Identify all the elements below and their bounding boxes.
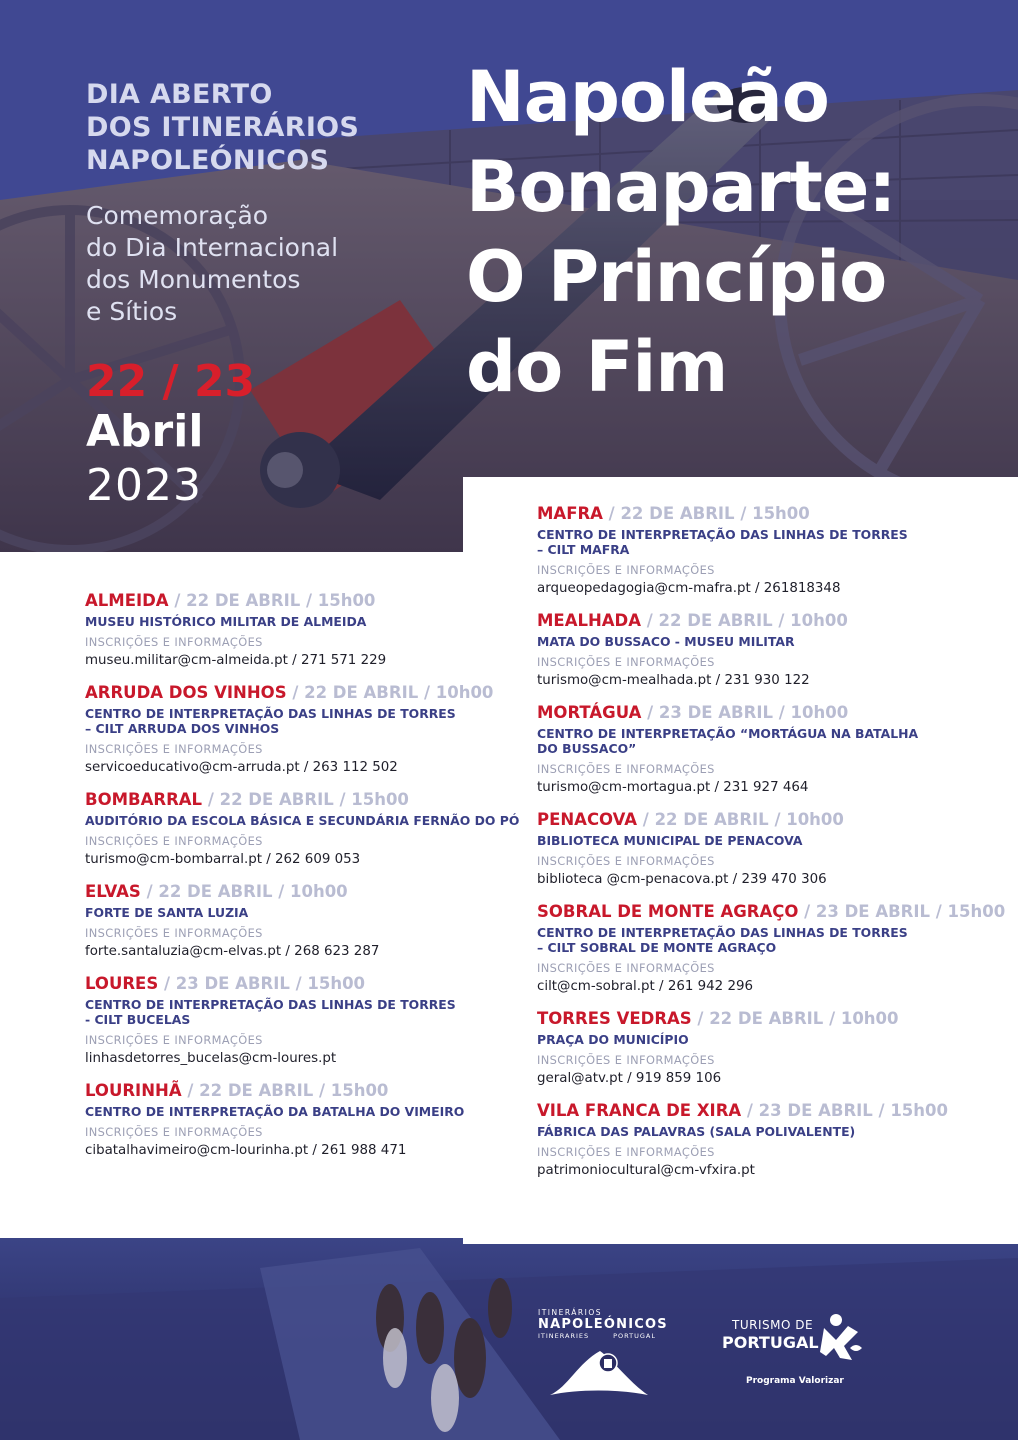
event-info-label: INSCRIÇÕES E INFORMAÇÕES xyxy=(537,655,715,669)
commemoration-line: do Dia Internacional xyxy=(86,233,339,262)
event-contact: cilt@cm-sobral.pt / 261 942 296 xyxy=(537,979,754,994)
venue-line: DO BUSSACO” xyxy=(537,741,637,756)
event-city: BOMBARRAL xyxy=(85,790,203,809)
event-item xyxy=(85,591,525,669)
event-item xyxy=(537,1009,977,1087)
event-heading xyxy=(537,611,977,631)
program-label: Programa Valorizar xyxy=(746,1376,844,1386)
venue-line: CENTRO DE INTERPRETAÇÃO DAS LINHAS DE TORRES xyxy=(85,997,456,1012)
event-contact: turismo@cm-mealhada.pt / 231 930 122 xyxy=(537,673,810,688)
event-city: TORRES VEDRAS xyxy=(537,1009,692,1028)
event-venue xyxy=(537,634,977,649)
event-date: / 22 DE ABRIL / 15h00 xyxy=(202,790,409,809)
turismo-portugal-logo-icon xyxy=(818,1312,868,1364)
event-heading xyxy=(537,703,977,723)
hero-banner xyxy=(0,0,1018,560)
event-month: Abril xyxy=(86,406,204,457)
event-year: 2023 xyxy=(86,460,202,511)
venue-line: FÁBRICA DAS PALAVRAS (SALA POLIVALENTE) xyxy=(537,1124,856,1139)
event-contact: linhasdetorres_bucelas@cm-loures.pt xyxy=(85,1051,337,1066)
venue-line: BIBLIOTECA MUNICIPAL DE PENACOVA xyxy=(537,833,803,848)
venue-line: FORTE DE SANTA LUZIA xyxy=(85,905,249,920)
event-city: MAFRA xyxy=(537,504,603,523)
event-contact: turismo@cm-mortagua.pt / 231 927 464 xyxy=(537,780,809,795)
event-heading xyxy=(85,591,525,611)
event-contact: museu.militar@cm-almeida.pt / 271 571 229 xyxy=(85,653,387,668)
venue-line: CENTRO DE INTERPRETAÇÃO DAS LINHAS DE TORRES xyxy=(537,925,908,940)
event-venue xyxy=(537,527,977,557)
venue-line: MATA DO BUSSACO - MUSEU MILITAR xyxy=(537,634,795,649)
event-contact: turismo@cm-bombarral.pt / 262 609 053 xyxy=(85,852,361,867)
event-venue xyxy=(85,997,525,1027)
event-info-label: INSCRIÇÕES E INFORMAÇÕES xyxy=(85,926,263,940)
subtitle-line: DOS ITINERÁRIOS xyxy=(86,112,360,143)
event-date: / 23 DE ABRIL / 10h00 xyxy=(641,703,849,722)
napo-logo-sub-right: PORTUGAL xyxy=(613,1332,656,1340)
event-item xyxy=(85,974,525,1067)
napo-logo-small-text: ITINERÁRIOS xyxy=(538,1308,602,1317)
venue-line: – CILT ARRUDA DOS VINHOS xyxy=(85,721,280,736)
event-city: LOURINHÃ xyxy=(85,1081,182,1100)
event-date: / 22 DE ABRIL / 15h00 xyxy=(181,1081,389,1100)
event-contact: forte.santaluzia@cm-elvas.pt / 268 623 287 xyxy=(85,944,380,959)
event-city: PENACOVA xyxy=(537,810,638,829)
commemoration-line: e Sítios xyxy=(86,297,178,326)
subtitle-line: NAPOLEÓNICOS xyxy=(86,145,330,176)
event-venue xyxy=(85,614,525,629)
event-venue xyxy=(537,726,977,756)
napoleon-hat-logo-icon xyxy=(538,1343,656,1399)
tp-logo-line2: PORTUGAL xyxy=(722,1333,819,1352)
event-dates: 22 / 23 xyxy=(86,356,256,407)
event-info-label: INSCRIÇÕES E INFORMAÇÕES xyxy=(537,563,715,577)
events-list-left xyxy=(85,591,525,1173)
event-date: / 23 DE ABRIL / 15h00 xyxy=(158,974,366,993)
itinerarios-napoleonicos-logo xyxy=(538,1308,668,1399)
event-venue xyxy=(85,1104,525,1119)
event-info-label: INSCRIÇÕES E INFORMAÇÕES xyxy=(85,742,263,756)
venue-line: – CILT SOBRAL DE MONTE AGRAÇO xyxy=(537,940,777,955)
event-item xyxy=(537,1101,977,1179)
event-heading xyxy=(537,902,1006,922)
events-list-right xyxy=(537,504,1006,1193)
event-date: / 23 DE ABRIL / 15h00 xyxy=(741,1101,948,1120)
event-contact: arqueopedagogia@cm-mafra.pt / 261818348 xyxy=(537,581,841,596)
main-title xyxy=(466,52,895,412)
event-heading xyxy=(537,810,977,830)
event-item xyxy=(85,882,525,960)
event-venue xyxy=(85,905,525,920)
event-date: / 23 DE ABRIL / 15h00 xyxy=(798,902,1006,921)
event-city: ALMEIDA xyxy=(85,591,169,610)
venue-line: PRAÇA DO MUNICÍPIO xyxy=(537,1032,689,1047)
title-line: Bonaparte: xyxy=(466,146,896,228)
venue-line: – CILT MAFRA xyxy=(537,542,630,557)
event-city: SOBRAL DE MONTE AGRAÇO xyxy=(537,902,799,921)
event-date: / 22 DE ABRIL / 15h00 xyxy=(602,504,810,523)
napo-logo-subline xyxy=(538,1332,656,1341)
event-heading xyxy=(85,683,525,703)
portuguese-shield-icon xyxy=(599,1354,617,1372)
event-contact: patrimoniocultural@cm-vfxira.pt xyxy=(537,1163,755,1178)
event-heading xyxy=(85,974,525,994)
event-contact: servicoeducativo@cm-arruda.pt / 263 112 502 xyxy=(85,760,398,775)
event-info-label: INSCRIÇÕES E INFORMAÇÕES xyxy=(537,762,715,776)
event-city: ARRUDA DOS VINHOS xyxy=(85,683,287,702)
event-subtitle xyxy=(86,78,359,177)
title-line: O Princípio xyxy=(466,236,887,318)
event-contact: cibatalhavimeiro@cm-lourinha.pt / 261 988 471 xyxy=(85,1143,407,1158)
event-city: ELVAS xyxy=(85,882,141,901)
event-info-label: INSCRIÇÕES E INFORMAÇÕES xyxy=(537,1053,715,1067)
venue-line: CENTRO DE INTERPRETAÇÃO DAS LINHAS DE TORRES xyxy=(85,706,456,721)
event-info-label: INSCRIÇÕES E INFORMAÇÕES xyxy=(537,854,715,868)
event-contact: geral@atv.pt / 919 859 106 xyxy=(537,1071,722,1086)
subtitle-line: DIA ABERTO xyxy=(86,79,273,110)
venue-line: - CILT BUCELAS xyxy=(85,1012,191,1027)
event-venue xyxy=(537,1124,977,1139)
event-info-label: INSCRIÇÕES E INFORMAÇÕES xyxy=(85,834,263,848)
turismo-portugal-logo xyxy=(722,1318,872,1353)
venue-line: CENTRO DE INTERPRETAÇÃO DAS LINHAS DE TORRES xyxy=(537,527,908,542)
event-heading xyxy=(85,1081,525,1101)
event-info-label: INSCRIÇÕES E INFORMAÇÕES xyxy=(85,1033,263,1047)
commemoration-line: Comemoração xyxy=(86,201,269,230)
event-venue xyxy=(537,833,977,848)
event-info-label: INSCRIÇÕES E INFORMAÇÕES xyxy=(85,1125,263,1139)
event-city: MEALHADA xyxy=(537,611,642,630)
event-city: VILA FRANCA DE XIRA xyxy=(537,1101,742,1120)
event-item xyxy=(537,902,1006,995)
event-info-label: INSCRIÇÕES E INFORMAÇÕES xyxy=(537,961,715,975)
event-heading xyxy=(85,790,525,810)
event-city: LOURES xyxy=(85,974,159,993)
event-item xyxy=(537,611,977,689)
event-item xyxy=(85,683,525,776)
event-heading xyxy=(537,504,977,524)
event-date: / 22 DE ABRIL / 10h00 xyxy=(691,1009,899,1028)
napo-logo-sub-left: ITINERARIES xyxy=(538,1332,590,1340)
event-date: / 22 DE ABRIL / 10h00 xyxy=(637,810,844,829)
event-venue xyxy=(85,706,525,736)
event-item xyxy=(537,810,977,888)
event-venue xyxy=(85,813,525,828)
event-heading xyxy=(537,1101,977,1121)
venue-line: CENTRO DE INTERPRETAÇÃO DA BATALHA DO VIMEIRO xyxy=(85,1104,465,1119)
title-line: do Fim xyxy=(466,326,728,408)
event-item xyxy=(537,703,977,796)
event-item xyxy=(85,1081,525,1159)
napo-logo-big-text: NAPOLEÓNICOS xyxy=(538,1317,668,1332)
event-heading xyxy=(537,1009,977,1029)
event-venue xyxy=(537,925,977,955)
event-item xyxy=(85,790,525,868)
event-date: / 22 DE ABRIL / 10h00 xyxy=(286,683,494,702)
event-info-label: INSCRIÇÕES E INFORMAÇÕES xyxy=(537,1145,715,1159)
event-date: / 22 DE ABRIL / 10h00 xyxy=(641,611,848,630)
event-city: MORTÁGUA xyxy=(537,703,642,722)
event-heading xyxy=(85,882,525,902)
event-date: / 22 DE ABRIL / 10h00 xyxy=(140,882,348,901)
venue-line: AUDITÓRIO DA ESCOLA BÁSICA E SECUNDÁRIA FERNÃO DO PÓ xyxy=(85,813,520,828)
event-venue xyxy=(537,1032,977,1047)
venue-line: CENTRO DE INTERPRETAÇÃO “MORTÁGUA NA BATALHA xyxy=(537,726,919,741)
event-contact: biblioteca @cm-penacova.pt / 239 470 306 xyxy=(537,872,827,887)
tp-logo-line1: TURISMO DE xyxy=(732,1318,814,1332)
event-date: / 22 DE ABRIL / 15h00 xyxy=(168,591,376,610)
title-line: Napoleão xyxy=(466,56,829,138)
venue-line: MUSEU HISTÓRICO MILITAR DE ALMEIDA xyxy=(85,614,367,629)
commemoration-text xyxy=(86,200,338,328)
event-info-label: INSCRIÇÕES E INFORMAÇÕES xyxy=(85,635,263,649)
commemoration-line: dos Monumentos xyxy=(86,265,301,294)
event-item xyxy=(537,504,977,597)
